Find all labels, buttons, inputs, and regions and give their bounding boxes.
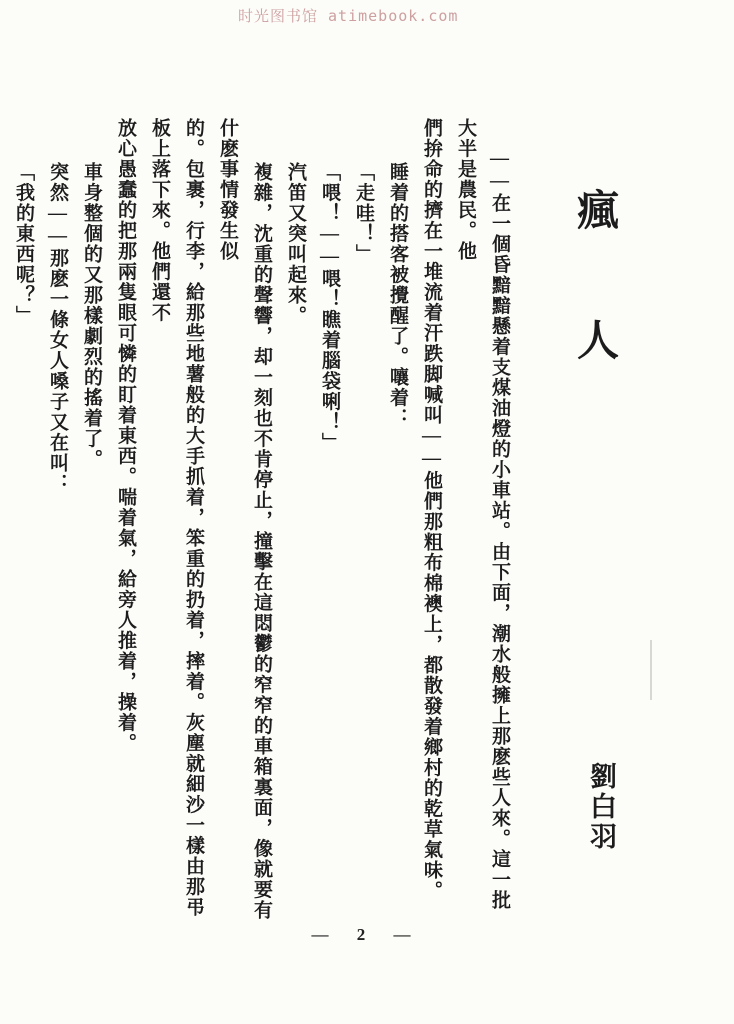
text-column: 汽笛又突叫起來。 [285,162,306,326]
body-text [13,118,516,926]
text-column: 突然——那麽一條女人嗓子又在叫： [47,162,68,494]
page-number: — 2 — [311,925,423,944]
text-column: 複雜，沈重的聲響，却一刻也不肯停止，撞擊在這悶鬱的窄窄的車箱裏面，像就要有什麽事情發生似 [217,118,272,921]
text-column: 「喂！——喂！瞧着腦袋唎！」 [319,162,340,453]
library-watermark: 时光图书馆 atimebook.com [238,7,459,25]
text-column: 「走哇！」 [353,162,374,265]
text-column: 「我的東西呢？」 [13,162,34,326]
text-column: 們拚命的擠在一堆流着汗跌脚喊叫——他們那粗布棉襖上，都散發着鄉村的乾草氣味。 [421,118,442,901]
text-column: ——在一個昏黯黯懸着支煤油燈的小車站。由下面，潮水般擁上那麽些人來。這一批大半是農民。他 [455,118,510,911]
text-column: 放心愚蠢的把那兩隻眼可憐的盯着東西。喘着氣，給旁人推着，操着。 [115,118,136,754]
story-title: 瘋人 [571,188,617,448]
scan-artifact [650,640,652,700]
text-column: 車身整個的又那樣劇烈的搖着了。 [81,162,102,470]
text-column: 睡着的搭客被攪醒了。嚷着： [387,162,408,429]
author-name: 劉白羽 [586,762,616,852]
text-column: 的。包裹，行李，給那些地薯般的大手抓着，笨重的扔着，摔着。灰塵就細沙一樣由那弔板上落下來。他們還不 [149,118,204,918]
